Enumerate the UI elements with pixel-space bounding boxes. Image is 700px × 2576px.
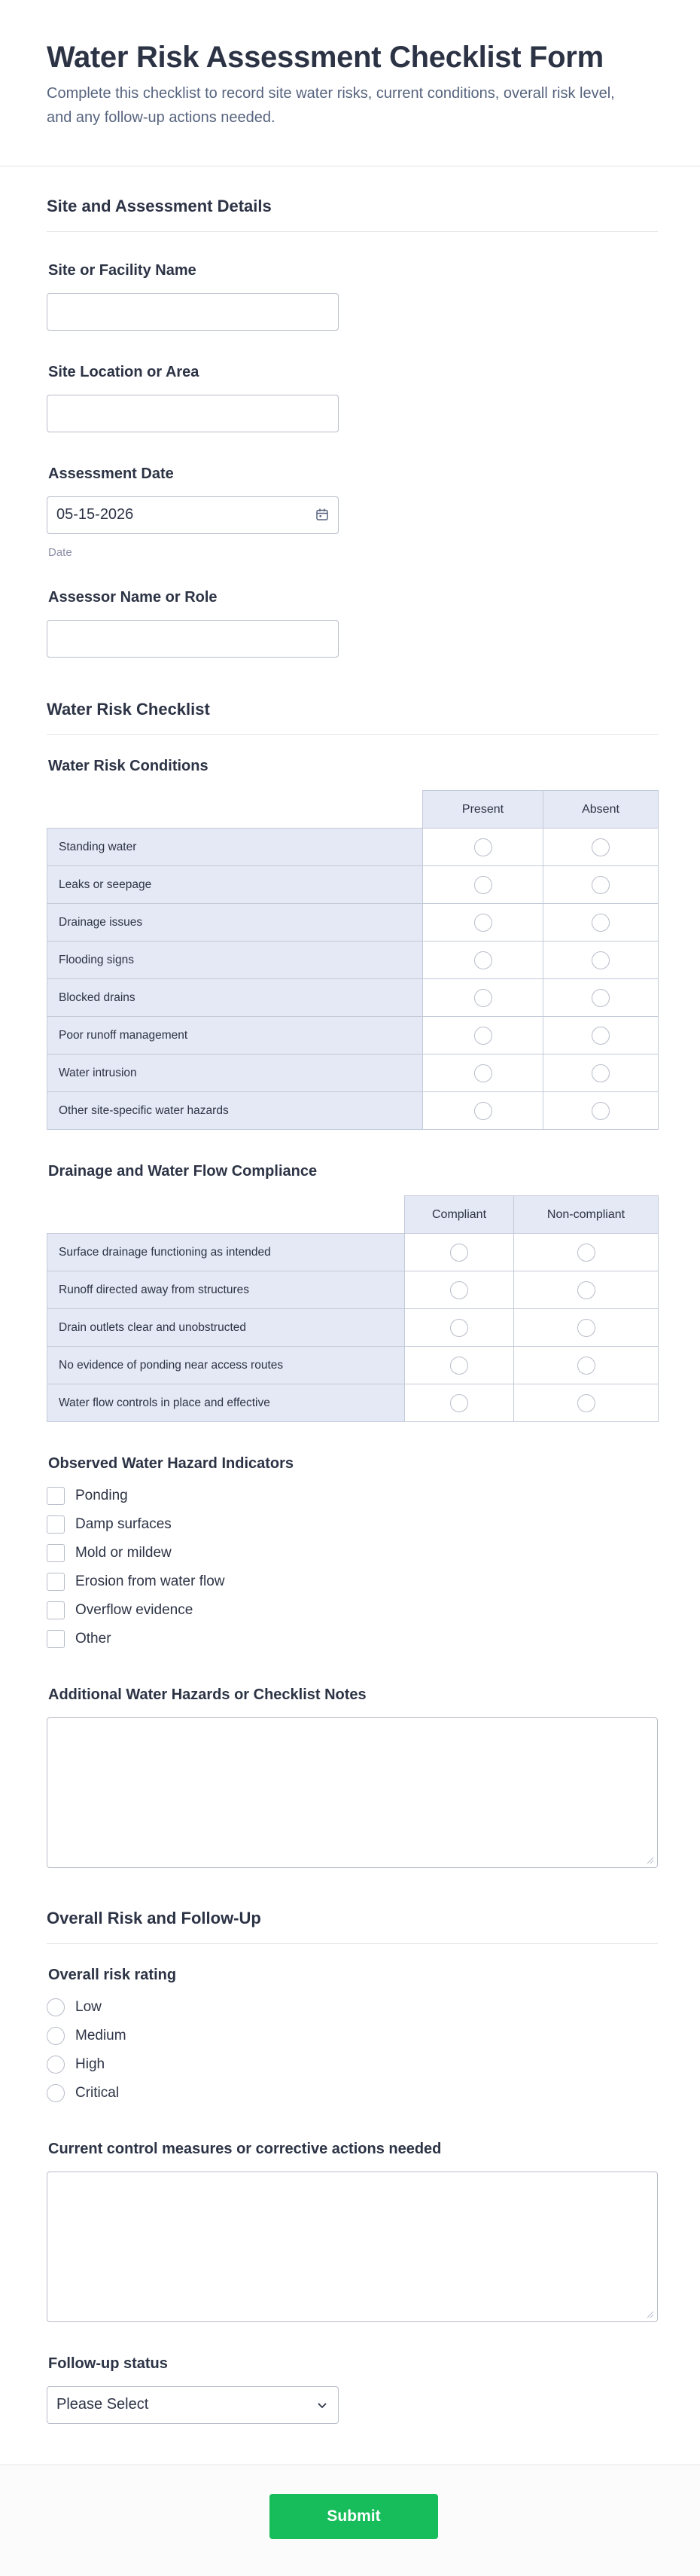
checkbox[interactable] [47,1601,65,1619]
radio-present[interactable] [474,914,492,932]
radio-non-compliant[interactable] [577,1281,595,1299]
matrix-row [47,1055,659,1092]
measures-label: Current control measures or corrective actions needed [48,2141,442,2157]
assessment-date-label: Assessment Date [48,465,174,482]
row-label: Other site-specific water hazards [47,1092,423,1130]
site-name-input[interactable] [47,293,339,331]
matrix-corner [47,791,423,829]
radio-absent[interactable] [592,876,610,894]
radio-absent[interactable] [592,1064,610,1082]
row-label: Standing water [47,829,423,866]
assessor-field [47,589,658,658]
radio-non-compliant[interactable] [577,1394,595,1412]
radio-compliant[interactable] [450,1357,468,1375]
radio-absent[interactable] [592,1102,610,1120]
assessment-date-input[interactable] [47,496,339,534]
calendar-icon[interactable] [315,508,329,521]
radio-button[interactable] [47,2027,65,2045]
row-label: Drainage issues [47,904,423,942]
site-name-label: Site or Facility Name [48,262,196,279]
form-subtitle: Complete this checklist to record site water risks, current conditions, overall risk level, and any follow-up actions needed. [47,85,615,126]
checkbox[interactable] [47,1544,65,1562]
drainage-matrix [47,1195,659,1422]
matrix-row [47,1234,659,1271]
section-site-details [47,166,658,658]
radio-compliant[interactable] [450,1319,468,1337]
drainage-matrix-label: Drainage and Water Flow Compliance [48,1163,318,1180]
radio-present[interactable] [474,989,492,1007]
radio-label: Critical [75,2085,120,2101]
checkbox[interactable] [47,1487,65,1505]
row-label: Leaks or seepage [47,866,423,904]
notes-field [47,1686,658,1868]
radio-absent[interactable] [592,989,610,1007]
radio-compliant[interactable] [450,1394,468,1412]
form-content [0,166,700,2424]
resize-handle-icon[interactable] [647,1857,654,1864]
checkbox-option[interactable] [47,1625,658,1653]
matrix-row [47,1384,659,1422]
section-risk [47,1868,658,2424]
site-location-label: Site Location or Area [48,364,199,380]
radio-absent[interactable] [592,914,610,932]
radio-option-high[interactable] [47,2050,658,2079]
notes-label: Additional Water Hazards or Checklist Notes [48,1686,367,1703]
radio-non-compliant[interactable] [577,1357,595,1375]
radio-present[interactable] [474,1027,492,1045]
column-header-absent: Absent [543,791,659,829]
section-checklist [47,658,658,1868]
conditions-matrix-label: Water Risk Conditions [48,758,208,774]
radio-button[interactable] [47,1998,65,2016]
radio-option-low[interactable] [47,1993,658,2022]
row-label: Poor runoff management [47,1017,423,1055]
row-label: Blocked drains [47,979,423,1017]
assessment-date-field [47,465,658,559]
matrix-row [47,829,659,866]
matrix-row [47,866,659,904]
matrix-row [47,942,659,979]
radio-present[interactable] [474,1102,492,1120]
row-label: No evidence of ponding near access routes [47,1347,405,1384]
matrix-row [47,1309,659,1347]
radio-button[interactable] [47,2056,65,2074]
section-heading-risk: Overall Risk and Follow-Up [47,1909,658,1944]
site-location-field [47,364,658,432]
assessment-date-sublabel: Date [48,546,72,559]
matrix-row [47,1017,659,1055]
column-header-compliant: Compliant [405,1196,514,1234]
radio-absent[interactable] [592,1027,610,1045]
checkbox-label: Mold or mildew [75,1545,172,1561]
matrix-header-row [47,1196,659,1234]
assessment-date-value: 05-15-2026 [56,506,134,523]
radio-absent[interactable] [592,838,610,856]
matrix-row [47,979,659,1017]
radio-label: Low [75,1999,102,2015]
row-label: Water flow controls in place and effective [47,1384,405,1422]
conditions-matrix [47,790,659,1130]
conditions-matrix-field [47,758,658,1130]
measures-textarea[interactable] [47,2172,658,2322]
radio-present[interactable] [474,876,492,894]
matrix-row [47,1271,659,1309]
checkbox-label: Overflow evidence [75,1602,193,1618]
site-location-input[interactable] [47,395,339,432]
radio-label: Medium [75,2028,126,2043]
checkbox[interactable] [47,1573,65,1591]
followup-selected-value: Please Select [56,2396,149,2413]
followup-label: Follow-up status [48,2355,168,2372]
matrix-row [47,1347,659,1384]
drainage-matrix-field [47,1163,658,1422]
checkbox-label: Ponding [75,1488,128,1503]
assessor-input[interactable] [47,620,339,658]
column-header-non-compliant: Non-compliant [514,1196,659,1234]
radio-option-critical[interactable] [47,2079,658,2107]
form-header [0,0,700,166]
checkbox-label: Erosion from water flow [75,1573,225,1589]
checkbox[interactable] [47,1630,65,1648]
matrix-corner [47,1196,405,1234]
assessor-label: Assessor Name or Role [48,589,218,606]
row-label: Drain outlets clear and unobstructed [47,1309,405,1347]
row-label: Water intrusion [47,1055,423,1092]
checkbox-label: Damp surfaces [75,1516,172,1532]
column-header-present: Present [423,791,543,829]
radio-compliant[interactable] [450,1244,468,1262]
chevron-down-icon [317,2401,327,2411]
indicators-options [47,1482,658,1653]
checkbox-option[interactable] [47,1482,658,1510]
checkbox-option[interactable] [47,1567,658,1596]
radio-button[interactable] [47,2084,65,2102]
section-heading-checklist: Water Risk Checklist [47,700,658,735]
form-footer [0,2465,700,2576]
followup-field [47,2355,658,2424]
followup-select[interactable] [47,2386,339,2424]
radio-label: High [75,2056,105,2072]
radio-present[interactable] [474,838,492,856]
measures-field [47,2141,658,2322]
checkbox[interactable] [47,1515,65,1534]
risk-rating-field [47,1967,658,2107]
row-label: Runoff directed away from structures [47,1271,405,1309]
indicators-field [47,1455,658,1653]
checkbox-label: Other [75,1631,111,1647]
section-heading-site: Site and Assessment Details [47,197,658,232]
checkbox-option[interactable] [47,1510,658,1539]
radio-present[interactable] [474,951,492,969]
radio-non-compliant[interactable] [577,1319,595,1337]
row-label: Surface drainage functioning as intended [47,1234,405,1271]
matrix-header-row [47,791,659,829]
checkbox-option[interactable] [47,1539,658,1567]
radio-non-compliant[interactable] [577,1244,595,1262]
matrix-row [47,1092,659,1130]
resize-handle-icon[interactable] [647,2311,654,2318]
indicators-label: Observed Water Hazard Indicators [48,1455,294,1472]
radio-compliant[interactable] [450,1281,468,1299]
risk-rating-options [47,1993,658,2107]
radio-option-medium[interactable] [47,2022,658,2050]
radio-present[interactable] [474,1064,492,1082]
checkbox-option[interactable] [47,1596,658,1625]
site-name-field [47,262,658,331]
form-title: Water Risk Assessment Checklist Form [47,41,604,74]
risk-rating-label: Overall risk rating [48,1967,177,1983]
matrix-row [47,904,659,942]
submit-button[interactable]: Submit [269,2494,438,2539]
notes-textarea[interactable] [47,1717,658,1868]
radio-absent[interactable] [592,951,610,969]
row-label: Flooding signs [47,942,423,979]
